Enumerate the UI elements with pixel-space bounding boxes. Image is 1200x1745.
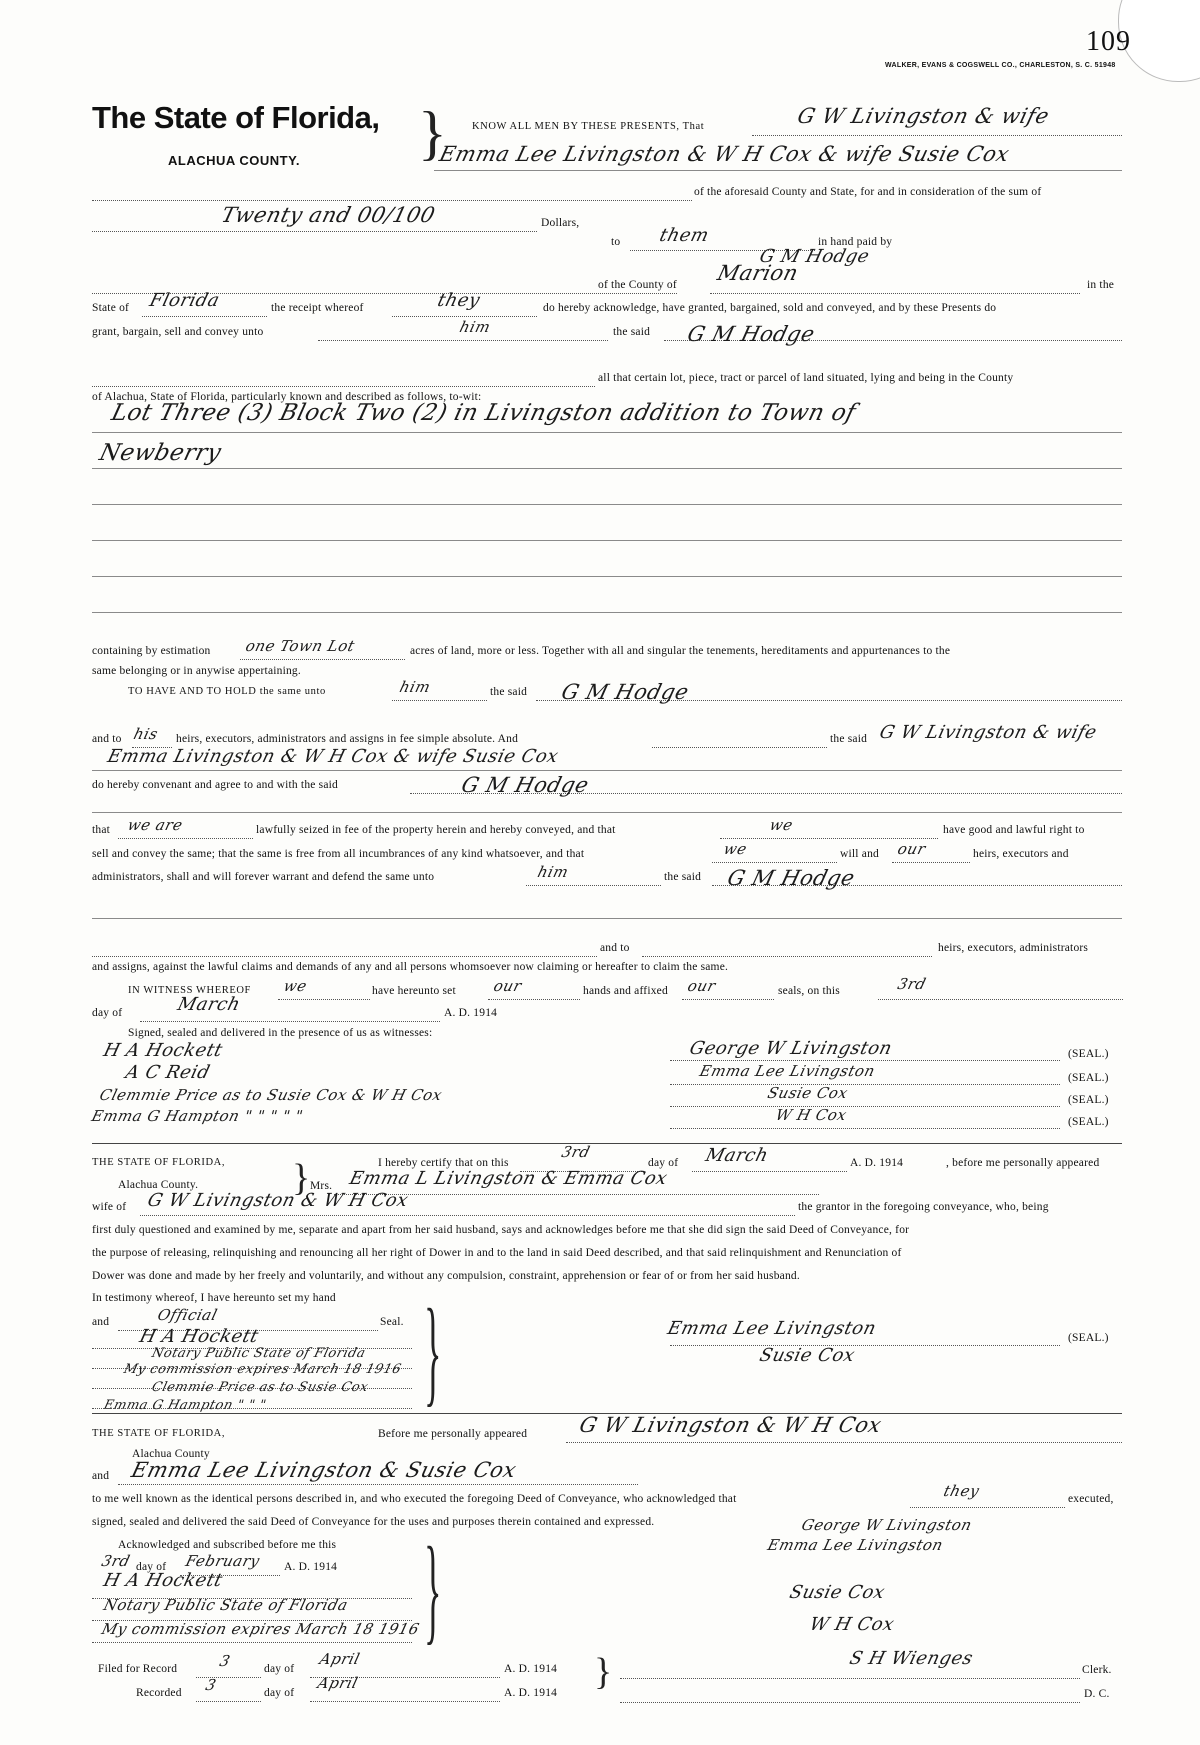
fill-line: [92, 918, 1122, 919]
section-divider: [92, 1143, 1122, 1144]
grantor-handwriting: G W Livingston & wife: [877, 722, 1100, 743]
acres-text: acres of land, more or less. Together with all and singular the tenements, hereditaments and appurtenances to the: [410, 645, 951, 657]
fill-line: [118, 838, 253, 839]
dower-notary-5: Emma G Hampton " " ": [102, 1398, 268, 1413]
consideration-text: of the aforesaid County and State, for and in consideration of the sum of: [694, 186, 1042, 198]
dower-notary-3: My commission expires March 18 1916: [122, 1362, 403, 1377]
fill-line: [670, 1345, 1060, 1346]
ack-day-handwriting: 3rd: [99, 1552, 133, 1570]
dower-certify: I hereby certify that on this: [378, 1157, 509, 1169]
covenant-text: do hereby convenant and agree to and with the said: [92, 779, 338, 791]
grantor-signature-3: Susie Cox: [765, 1084, 850, 1102]
seals-label: seals, on this: [778, 985, 840, 997]
dower-seal-word: Seal.: [380, 1316, 404, 1328]
fill-line: [92, 1408, 412, 1409]
clerk-label: Clerk.: [1082, 1664, 1112, 1676]
fill-line: [142, 316, 267, 317]
that-label: that: [92, 824, 111, 836]
state-of-label: State of: [92, 302, 130, 314]
sell-we-handwriting: we: [721, 840, 749, 858]
witness-our-handwriting: our: [491, 977, 524, 995]
containing-label: containing by estimation: [92, 645, 211, 657]
ack-and: and: [92, 1470, 110, 1482]
fill-line: [140, 1021, 440, 1022]
fill-line: [92, 540, 1122, 541]
acres-handwriting: one Town Lot: [243, 637, 357, 655]
dower-official-handwriting: Official: [155, 1306, 220, 1324]
grantors-handwriting-1: G W Livingston & wife: [795, 104, 1052, 128]
receipt-handwriting: they: [435, 290, 483, 311]
in-the-label: in the: [1087, 279, 1115, 291]
dower-mrs-handwriting: Emma L Livingston & Emma Cox: [347, 1168, 670, 1189]
dower-brace: }: [292, 1157, 311, 1199]
and-to-label: and to: [92, 733, 122, 745]
fill-line: [92, 386, 595, 387]
fill-line: [92, 231, 537, 232]
dower-before: , before me personally appeared: [946, 1157, 1100, 1169]
state-title: The State of Florida,: [92, 100, 380, 135]
dower-notary-1: H A Hockett: [137, 1326, 261, 1347]
ack-subscribed: Acknowledged and subscribed before me this: [118, 1539, 337, 1551]
filed-day-handwriting: 3: [217, 1652, 233, 1670]
fill-line: [240, 659, 405, 660]
fill-line: [620, 1702, 1080, 1703]
dower-signature-1: Emma Lee Livingston: [665, 1318, 879, 1339]
fill-line: [710, 293, 1080, 294]
fill-line: [92, 1368, 412, 1369]
ack-month-handwriting: February: [183, 1552, 262, 1570]
of-county-label: of the County of: [598, 279, 677, 291]
dower-wife-of: wife of: [92, 1201, 127, 1213]
to-label: to: [611, 236, 621, 248]
unto-handwriting: him: [397, 678, 433, 696]
fill-line: [92, 1388, 412, 1389]
fill-line: [92, 1598, 412, 1599]
recorded-label: Recorded: [136, 1687, 182, 1699]
to-have-label: TO HAVE AND TO HOLD the same unto: [128, 686, 326, 697]
the-said-label-3: the said: [664, 871, 702, 883]
seized-text: lawfully seized in fee of the property herein and hereby conveyed, and that: [256, 824, 616, 836]
fill-line: [652, 747, 827, 748]
heirs-text: heirs, executors, administrators and assigns in fee simple absolute. And: [176, 733, 519, 745]
witness3-handwriting: Clemmie Price as to Susie Cox & W H Cox: [97, 1086, 445, 1104]
fill-line: [92, 770, 1122, 771]
grant-label: grant, bargain, sell and convey unto: [92, 326, 264, 338]
fill-line: [92, 612, 1122, 613]
dower-seal: (SEAL.): [1068, 1332, 1109, 1344]
dower-state: THE STATE OF FLORIDA,: [92, 1157, 226, 1168]
witness-our2-handwriting: our: [685, 977, 718, 995]
dower-husband-handwriting: G W Livingston & W H Cox: [145, 1190, 411, 1211]
right-text: have good and lawful right to: [943, 824, 1085, 836]
filed-month-handwriting: April: [317, 1650, 362, 1668]
day-of-label: day of: [92, 1007, 123, 1019]
the-said-label-2: the said: [830, 733, 868, 745]
filing-brace: }: [594, 1651, 613, 1693]
grantor2-handwriting: Emma Livingston & W H Cox & wife Susie Cox: [105, 746, 561, 767]
ack-body-1: to me well known as the identical persons described in, and who executed the foregoing Deed of Conveyance, who acknowledged that: [92, 1493, 737, 1505]
witness4-handwriting: Emma G Hampton " " " " ": [89, 1107, 306, 1125]
dower-and: and: [92, 1316, 110, 1328]
recorded-month-handwriting: April: [315, 1674, 360, 1692]
filed-day-of: day of: [264, 1663, 295, 1675]
fill-line: [310, 1701, 500, 1702]
fill-line: [878, 999, 1123, 1000]
dower-body-2: the purpose of releasing, relinquishing and renouncing all her right of Dower in and to the land in said Deed described, and that said relinquishment and Renunciation of: [92, 1247, 902, 1259]
recorded-day-of: day of: [264, 1687, 295, 1699]
acknowledge-text: do hereby acknowledge, have granted, bargained, sold and conveyed, and by these Presents do: [543, 302, 997, 314]
fill-line: [92, 432, 1122, 433]
his-handwriting: his: [131, 725, 160, 743]
grantor-signature-4: W H Cox: [773, 1106, 849, 1124]
ack-they-handwriting: they: [941, 1482, 982, 1500]
dower-notary-2: Notary Public State of Florida: [150, 1346, 368, 1361]
header-brace: }: [418, 100, 447, 166]
fill-line: [118, 1484, 638, 1485]
dower-ad: A. D. 1914: [850, 1157, 904, 1169]
fill-line: [92, 1348, 412, 1349]
fill-line: [196, 1677, 261, 1678]
fill-line: [140, 1215, 795, 1216]
ack-before-handwriting: G W Livingston & W H Cox: [577, 1413, 885, 1437]
dower-day-handwriting: 3rd: [559, 1143, 593, 1161]
fill-line: [196, 1701, 261, 1702]
filed-label: Filed for Record: [98, 1663, 178, 1675]
fill-line: [642, 956, 932, 957]
dower-body-3: Dower was done and made by her freely and voluntarily, and without any compulsion, constraint, apprehension or fear of or from her said husband.: [92, 1270, 800, 1282]
seal-label-3: (SEAL.): [1068, 1094, 1109, 1106]
lot-description-2: Newberry: [96, 440, 224, 466]
fill-line: [752, 135, 1122, 136]
fill-line: [526, 885, 661, 886]
fill-line: [712, 862, 837, 863]
dower-county: Alachua County.: [118, 1179, 199, 1191]
lot-description-1: Lot Three (3) Block Two (2) in Livingston addition to Town of: [108, 400, 859, 426]
fill-line: [488, 999, 580, 1000]
state-handwriting: Florida: [147, 290, 222, 311]
signed-text: Signed, sealed and delivered in the presence of us as witnesses:: [128, 1027, 433, 1039]
dower-notary-brace: }: [424, 1284, 442, 1417]
ack-signature-3: Susie Cox: [787, 1582, 888, 1603]
fill-line: [92, 1642, 412, 1643]
dower-body-1: first duly questioned and examined by me, separate and apart from her said husband, says and acknowledges before me that she did sign the said Deed of Conveyance, for: [92, 1224, 910, 1236]
lot-text-2: of Alachua, State of Florida, particularly known and described as follows, to-wit:: [92, 391, 482, 403]
ack-signature-1: George W Livingston: [799, 1516, 974, 1534]
fill-line: [566, 1442, 1122, 1443]
and-to-label-2: and to: [600, 942, 630, 954]
ack-signature-4: W H Cox: [807, 1614, 897, 1635]
ack-county: Alachua County: [132, 1448, 210, 1460]
seal-label-4: (SEAL.): [1068, 1116, 1109, 1128]
fill-line: [392, 700, 487, 701]
filed-ad: A. D. 1914: [504, 1663, 558, 1675]
fill-line: [278, 999, 370, 1000]
dower-signature-2: Susie Cox: [757, 1345, 858, 1366]
grantor-signature-1: George W Livingston: [687, 1038, 895, 1059]
defend-name-handwriting: G M Hodge: [725, 866, 858, 890]
to-handwriting: them: [657, 225, 712, 246]
dc-label: D. C.: [1084, 1688, 1110, 1700]
ack-notary-1: H A Hockett: [101, 1570, 225, 1591]
heirs2-text: heirs, executors and: [973, 848, 1069, 860]
grantor-signature-2: Emma Lee Livingston: [697, 1062, 878, 1080]
clerk-signature: S H Wienges: [847, 1648, 976, 1669]
fill-line: [670, 1060, 1060, 1061]
ack-before: Before me personally appeared: [378, 1428, 528, 1440]
witness-month-handwriting: March: [175, 994, 243, 1015]
we-handwriting: we: [767, 816, 795, 834]
grant-handwriting: him: [457, 318, 493, 336]
witness-whereof: IN WITNESS WHEREOF: [128, 985, 251, 996]
habendum-name-handwriting: G M Hodge: [559, 680, 692, 704]
in-hand-label: in hand paid by: [818, 236, 893, 248]
witness-ad-label: A. D. 1914: [444, 1007, 498, 1019]
fill-line: [670, 1128, 1060, 1129]
seal-label-2: (SEAL.): [1068, 1072, 1109, 1084]
fill-line: [92, 200, 692, 201]
receipt-label: the receipt whereof: [271, 302, 364, 314]
the-said-label: the said: [613, 326, 651, 338]
ack-day-of: day of: [136, 1561, 167, 1573]
seal-label-1: (SEAL.): [1068, 1048, 1109, 1060]
fill-line: [92, 956, 597, 957]
ack-executed: executed,: [1068, 1493, 1114, 1505]
have-label: have hereunto set: [372, 985, 456, 997]
dower-day-of: day of: [648, 1157, 679, 1169]
witness1-handwriting: H A Hockett: [101, 1040, 225, 1061]
ack-state: THE STATE OF FLORIDA,: [92, 1428, 226, 1439]
fill-line: [392, 316, 537, 317]
admins-text: administrators, shall and will forever warrant and defend the same unto: [92, 871, 435, 883]
fill-line: [318, 340, 608, 341]
will-and-label: will and: [840, 848, 879, 860]
witness-day-handwriting: 3rd: [895, 975, 929, 993]
witness2-handwriting: A C Reid: [123, 1062, 213, 1083]
we-are-handwriting: we are: [125, 816, 185, 834]
the-said-label: the said: [490, 686, 528, 698]
claims-text: and assigns, against the lawful claims and demands of any and all persons whomsoever now claiming or hereafter to claim the same.: [92, 961, 729, 973]
payer-handwriting: G M Hodge: [757, 246, 872, 267]
sell-text: sell and convey the same; that the same is free from all incumbrances of any kind whatsoever, and that: [92, 848, 585, 860]
dower-testimony: In testimony whereof, I have hereunto set my hand: [92, 1292, 336, 1304]
defend-handwriting: him: [535, 863, 571, 881]
fill-line: [92, 504, 1122, 505]
ack-and-handwriting: Emma Lee Livingston & Susie Cox: [129, 1458, 520, 1482]
dower-mrs: Mrs.: [310, 1180, 333, 1192]
covenant-handwriting: G M Hodge: [459, 773, 592, 797]
ack-ad: A. D. 1914: [284, 1561, 338, 1573]
dower-month-handwriting: March: [703, 1145, 771, 1166]
fill-line: [670, 1106, 1060, 1107]
dower-grantor-text: the grantor in the foregoing conveyance, who, being: [798, 1201, 1049, 1213]
belonging-text: same belonging or in anywise appertaining.: [92, 665, 301, 677]
printer-imprint: WALKER, EVANS & COGSWELL CO., CHARLESTON, S. C. 51948: [885, 62, 1116, 69]
amount-handwriting: Twenty and 00/100: [219, 203, 438, 227]
grantors-handwriting-2: Emma Lee Livingston & W H Cox & wife Susie Cox: [437, 142, 1012, 166]
fill-line: [670, 1084, 1060, 1085]
grantee-handwriting: G M Hodge: [685, 322, 818, 346]
county-handwriting: Marion: [715, 261, 801, 285]
dower-notary-4: Clemmie Price as to Susie Cox: [150, 1380, 370, 1395]
ack-notary-3: My commission expires March 18 1916: [99, 1620, 422, 1638]
lot-text-1: all that certain lot, piece, tract or parcel of land situated, lying and being in the County: [598, 372, 1014, 384]
fill-line: [692, 1171, 847, 1172]
hands-label: hands and affixed: [583, 985, 668, 997]
ack-signature-2: Emma Lee Livingston: [765, 1536, 946, 1554]
ack-body-2: signed, sealed and delivered the said Deed of Conveyance for the uses and purposes therein contained and expressed.: [92, 1516, 655, 1528]
fill-line: [92, 468, 1122, 469]
ack-notary-brace: }: [424, 1522, 442, 1655]
heirs3-text: heirs, executors, administrators: [938, 942, 1089, 954]
recorded-day-handwriting: 3: [203, 1676, 219, 1694]
page-number: 109: [1086, 26, 1131, 57]
fill-line: [92, 576, 1122, 577]
dollars-label: Dollars,: [541, 217, 580, 229]
recorded-ad: A. D. 1914: [504, 1687, 558, 1699]
our-handwriting: our: [895, 840, 928, 858]
fill-line: [720, 838, 938, 839]
know-all-text: KNOW ALL MEN BY THESE PRESENTS, That: [472, 121, 705, 132]
fill-line: [620, 1678, 1080, 1679]
fill-line: [92, 812, 1122, 813]
witness-we-handwriting: we: [281, 977, 309, 995]
fill-line: [682, 999, 774, 1000]
ack-notary-2: Notary Public State of Florida: [101, 1596, 350, 1614]
fill-line: [92, 1620, 412, 1621]
fill-line: [434, 170, 1122, 171]
fill-line: [892, 862, 970, 863]
fill-line: [910, 1507, 1065, 1508]
county-title: ALACHUA COUNTY.: [168, 153, 300, 168]
